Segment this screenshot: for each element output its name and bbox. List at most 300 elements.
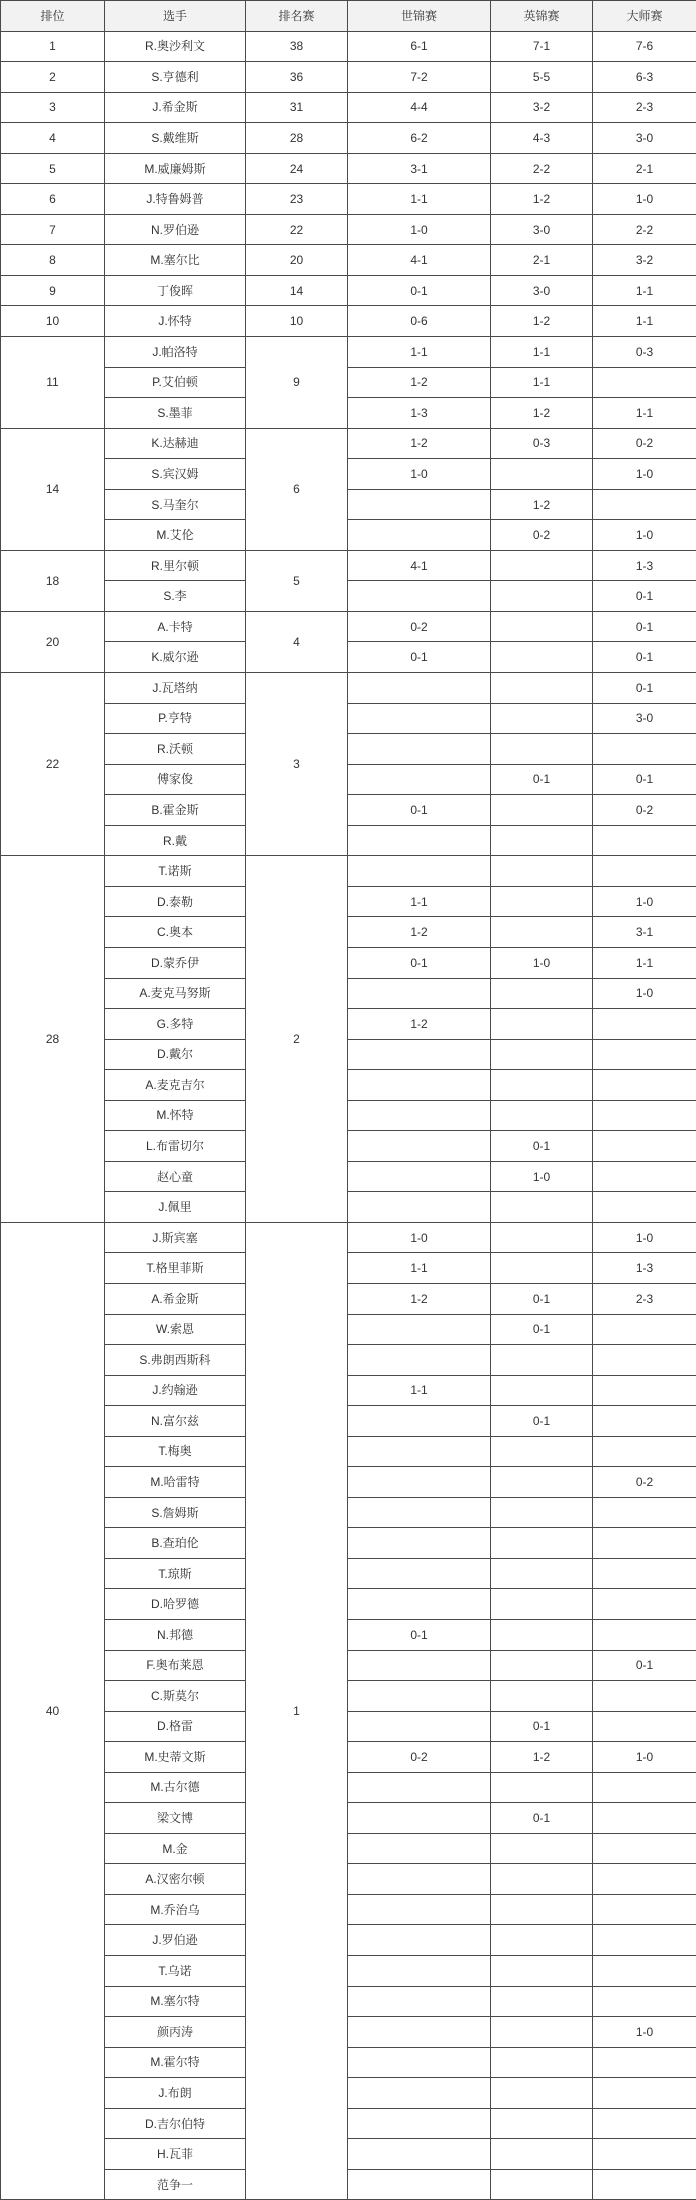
table-row bbox=[1, 1711, 696, 1742]
player-name-cell: D.戴尔 bbox=[105, 1039, 246, 1070]
table-row bbox=[1, 1619, 696, 1650]
uk-championship-cell bbox=[491, 917, 593, 948]
player-name-cell: G.多特 bbox=[105, 1009, 246, 1040]
uk-championship-cell: 1-1 bbox=[491, 337, 593, 368]
world-championship-cell bbox=[348, 1039, 491, 1070]
uk-championship-cell bbox=[491, 611, 593, 642]
player-name-cell: J.约翰逊 bbox=[105, 1375, 246, 1406]
masters-cell: 3-1 bbox=[593, 917, 696, 948]
table-row bbox=[1, 1192, 696, 1223]
world-championship-cell bbox=[348, 1681, 491, 1712]
player-name-cell: M.乔治乌 bbox=[105, 1894, 246, 1925]
player-name-cell: N.邦德 bbox=[105, 1619, 246, 1650]
world-championship-cell: 4-4 bbox=[348, 92, 491, 123]
masters-cell bbox=[593, 2078, 696, 2109]
player-name-cell: P.艾伯顿 bbox=[105, 367, 246, 398]
player-name-cell: S.李 bbox=[105, 581, 246, 612]
table-row bbox=[1, 31, 696, 62]
col-header-rank: 排位 bbox=[1, 1, 105, 32]
uk-championship-cell bbox=[491, 2078, 593, 2109]
world-championship-cell bbox=[348, 1711, 491, 1742]
ranking-events-cell: 28 bbox=[246, 123, 348, 154]
table-row bbox=[1, 642, 696, 673]
player-name-cell: T.乌诺 bbox=[105, 1956, 246, 1987]
uk-championship-cell: 1-2 bbox=[491, 398, 593, 429]
table-row bbox=[1, 1070, 696, 1101]
table-row bbox=[1, 2047, 696, 2078]
player-name-cell: A.卡特 bbox=[105, 611, 246, 642]
world-championship-cell: 1-0 bbox=[348, 459, 491, 490]
masters-cell: 2-3 bbox=[593, 1283, 696, 1314]
world-championship-cell bbox=[348, 1161, 491, 1192]
table-row bbox=[1, 1894, 696, 1925]
player-name-cell: B.霍金斯 bbox=[105, 795, 246, 826]
world-championship-cell bbox=[348, 1100, 491, 1131]
world-championship-cell bbox=[348, 1070, 491, 1101]
ranking-events-cell: 24 bbox=[246, 153, 348, 184]
world-championship-cell: 0-1 bbox=[348, 642, 491, 673]
masters-cell bbox=[593, 2169, 696, 2200]
masters-cell: 6-3 bbox=[593, 62, 696, 93]
table-row bbox=[1, 2139, 696, 2170]
table-row bbox=[1, 917, 696, 948]
rank-cell: 2 bbox=[1, 62, 105, 93]
ranking-events-cell: 3 bbox=[246, 673, 348, 856]
table-row bbox=[1, 1222, 696, 1253]
rank-cell: 14 bbox=[1, 428, 105, 550]
world-championship-cell bbox=[348, 2108, 491, 2139]
masters-cell: 1-3 bbox=[593, 550, 696, 581]
table-row bbox=[1, 1589, 696, 1620]
world-championship-cell: 0-2 bbox=[348, 611, 491, 642]
player-name-cell: M.古尔德 bbox=[105, 1772, 246, 1803]
player-name-cell: S.宾汉姆 bbox=[105, 459, 246, 490]
player-name-cell: J.特鲁姆普 bbox=[105, 184, 246, 215]
world-championship-cell: 6-2 bbox=[348, 123, 491, 154]
rank-cell: 11 bbox=[1, 337, 105, 429]
masters-cell: 2-1 bbox=[593, 153, 696, 184]
table-row bbox=[1, 1925, 696, 1956]
masters-cell bbox=[593, 825, 696, 856]
world-championship-cell bbox=[348, 2139, 491, 2170]
masters-cell bbox=[593, 1833, 696, 1864]
table-row bbox=[1, 2078, 696, 2109]
rank-cell: 40 bbox=[1, 1222, 105, 2200]
uk-championship-cell bbox=[491, 734, 593, 765]
player-name-cell: J.希金斯 bbox=[105, 92, 246, 123]
table-row bbox=[1, 489, 696, 520]
player-name-cell: J.罗伯逊 bbox=[105, 1925, 246, 1956]
world-championship-cell bbox=[348, 1925, 491, 1956]
table-row bbox=[1, 1253, 696, 1284]
table-row bbox=[1, 520, 696, 551]
masters-cell: 0-3 bbox=[593, 337, 696, 368]
uk-championship-cell: 3-0 bbox=[491, 275, 593, 306]
player-name-cell: 赵心童 bbox=[105, 1161, 246, 1192]
player-name-cell: S.詹姆斯 bbox=[105, 1497, 246, 1528]
world-championship-cell bbox=[348, 1497, 491, 1528]
world-championship-cell: 0-6 bbox=[348, 306, 491, 337]
uk-championship-cell bbox=[491, 795, 593, 826]
col-header-player: 选手 bbox=[105, 1, 246, 32]
masters-cell bbox=[593, 1070, 696, 1101]
world-championship-cell bbox=[348, 2017, 491, 2048]
player-name-cell: T.格里菲斯 bbox=[105, 1253, 246, 1284]
col-header-masters: 大师赛 bbox=[593, 1, 696, 32]
world-championship-cell bbox=[348, 1345, 491, 1376]
col-header-world-championship: 世锦赛 bbox=[348, 1, 491, 32]
ranking-events-cell: 22 bbox=[246, 214, 348, 245]
uk-championship-cell bbox=[491, 1528, 593, 1559]
uk-championship-cell bbox=[491, 673, 593, 704]
masters-cell bbox=[593, 1986, 696, 2017]
masters-cell bbox=[593, 1681, 696, 1712]
player-name-cell: M.塞尔特 bbox=[105, 1986, 246, 2017]
uk-championship-cell bbox=[491, 581, 593, 612]
player-name-cell: K.威尔逊 bbox=[105, 642, 246, 673]
player-name-cell: J.帕洛特 bbox=[105, 337, 246, 368]
player-name-cell: R.里尔顿 bbox=[105, 550, 246, 581]
uk-championship-cell: 3-0 bbox=[491, 214, 593, 245]
uk-championship-cell: 0-1 bbox=[491, 1131, 593, 1162]
uk-championship-cell: 0-1 bbox=[491, 1283, 593, 1314]
masters-cell: 2-3 bbox=[593, 92, 696, 123]
masters-cell bbox=[593, 1497, 696, 1528]
table-row bbox=[1, 1283, 696, 1314]
player-name-cell: T.琼斯 bbox=[105, 1558, 246, 1589]
masters-cell: 1-0 bbox=[593, 184, 696, 215]
uk-championship-cell bbox=[491, 642, 593, 673]
player-name-cell: K.达赫迪 bbox=[105, 428, 246, 459]
world-championship-cell: 1-0 bbox=[348, 1222, 491, 1253]
world-championship-cell bbox=[348, 581, 491, 612]
player-name-cell: S.戴维斯 bbox=[105, 123, 246, 154]
player-name-cell: M.哈雷特 bbox=[105, 1467, 246, 1498]
uk-championship-cell bbox=[491, 1070, 593, 1101]
ranking-events-cell: 6 bbox=[246, 428, 348, 550]
table-row bbox=[1, 459, 696, 490]
player-name-cell: T.梅奥 bbox=[105, 1436, 246, 1467]
table-row bbox=[1, 1100, 696, 1131]
masters-cell: 0-1 bbox=[593, 764, 696, 795]
uk-championship-cell: 0-1 bbox=[491, 1314, 593, 1345]
table-row bbox=[1, 581, 696, 612]
masters-cell: 3-0 bbox=[593, 123, 696, 154]
uk-championship-cell bbox=[491, 1253, 593, 1284]
table-row bbox=[1, 184, 696, 215]
player-name-cell: M.霍尔特 bbox=[105, 2047, 246, 2078]
world-championship-cell: 7-2 bbox=[348, 62, 491, 93]
player-name-cell: N.罗伯逊 bbox=[105, 214, 246, 245]
masters-cell bbox=[593, 1619, 696, 1650]
world-championship-cell: 0-1 bbox=[348, 947, 491, 978]
masters-cell bbox=[593, 1406, 696, 1437]
uk-championship-cell bbox=[491, 2108, 593, 2139]
ranking-events-cell: 14 bbox=[246, 275, 348, 306]
masters-cell: 0-1 bbox=[593, 611, 696, 642]
table-row bbox=[1, 1956, 696, 1987]
player-name-cell: A.麦克马努斯 bbox=[105, 978, 246, 1009]
world-championship-cell bbox=[348, 1833, 491, 1864]
col-header-uk-championship: 英锦赛 bbox=[491, 1, 593, 32]
masters-cell bbox=[593, 2139, 696, 2170]
uk-championship-cell bbox=[491, 825, 593, 856]
table-row bbox=[1, 1375, 696, 1406]
world-championship-cell bbox=[348, 1467, 491, 1498]
masters-cell: 0-1 bbox=[593, 581, 696, 612]
world-championship-cell: 1-2 bbox=[348, 428, 491, 459]
masters-cell bbox=[593, 1131, 696, 1162]
uk-championship-cell: 7-1 bbox=[491, 31, 593, 62]
world-championship-cell bbox=[348, 2169, 491, 2200]
ranking-events-cell: 4 bbox=[246, 611, 348, 672]
world-championship-cell: 1-2 bbox=[348, 917, 491, 948]
player-name-cell: M.塞尔比 bbox=[105, 245, 246, 276]
table-row bbox=[1, 978, 696, 1009]
world-championship-cell: 4-1 bbox=[348, 550, 491, 581]
player-name-cell: R.沃顿 bbox=[105, 734, 246, 765]
ranking-events-cell: 5 bbox=[246, 550, 348, 611]
player-name-cell: 颜丙涛 bbox=[105, 2017, 246, 2048]
ranking-events-cell: 36 bbox=[246, 62, 348, 93]
masters-cell: 0-1 bbox=[593, 642, 696, 673]
uk-championship-cell bbox=[491, 856, 593, 887]
player-name-cell: S.墨菲 bbox=[105, 398, 246, 429]
rank-cell: 7 bbox=[1, 214, 105, 245]
masters-cell: 1-1 bbox=[593, 398, 696, 429]
masters-cell: 1-1 bbox=[593, 306, 696, 337]
masters-cell: 0-1 bbox=[593, 673, 696, 704]
table-row bbox=[1, 2108, 696, 2139]
world-championship-cell: 0-1 bbox=[348, 275, 491, 306]
world-championship-cell bbox=[348, 1558, 491, 1589]
rank-cell: 3 bbox=[1, 92, 105, 123]
table-row bbox=[1, 1681, 696, 1712]
player-name-cell: R.戴 bbox=[105, 825, 246, 856]
uk-championship-cell bbox=[491, 2139, 593, 2170]
world-championship-cell: 6-1 bbox=[348, 31, 491, 62]
rank-cell: 8 bbox=[1, 245, 105, 276]
uk-championship-cell: 1-1 bbox=[491, 367, 593, 398]
uk-championship-cell: 1-2 bbox=[491, 489, 593, 520]
rank-cell: 20 bbox=[1, 611, 105, 672]
rank-cell: 10 bbox=[1, 306, 105, 337]
world-championship-cell bbox=[348, 1436, 491, 1467]
rank-cell: 22 bbox=[1, 673, 105, 856]
table-row bbox=[1, 214, 696, 245]
masters-cell bbox=[593, 1528, 696, 1559]
uk-championship-cell bbox=[491, 1436, 593, 1467]
rank-cell: 1 bbox=[1, 31, 105, 62]
player-name-cell: S.弗朗西斯科 bbox=[105, 1345, 246, 1376]
rank-cell: 28 bbox=[1, 856, 105, 1223]
table-row bbox=[1, 153, 696, 184]
rank-cell: 18 bbox=[1, 550, 105, 611]
ranking-events-cell: 10 bbox=[246, 306, 348, 337]
uk-championship-cell bbox=[491, 1681, 593, 1712]
world-championship-cell: 1-3 bbox=[348, 398, 491, 429]
uk-championship-cell bbox=[491, 1864, 593, 1895]
player-name-cell: A.希金斯 bbox=[105, 1283, 246, 1314]
player-name-cell: M.威廉姆斯 bbox=[105, 153, 246, 184]
masters-cell bbox=[593, 1039, 696, 1070]
world-championship-cell bbox=[348, 673, 491, 704]
player-name-cell: W.索恩 bbox=[105, 1314, 246, 1345]
world-championship-cell: 1-1 bbox=[348, 1253, 491, 1284]
player-name-cell: 丁俊晖 bbox=[105, 275, 246, 306]
player-name-cell: S.亨德利 bbox=[105, 62, 246, 93]
uk-championship-cell bbox=[491, 1650, 593, 1681]
masters-cell bbox=[593, 1956, 696, 1987]
masters-cell: 1-0 bbox=[593, 459, 696, 490]
world-championship-cell: 1-2 bbox=[348, 1009, 491, 1040]
table-row bbox=[1, 1803, 696, 1834]
world-championship-cell bbox=[348, 2078, 491, 2109]
uk-championship-cell: 0-1 bbox=[491, 1406, 593, 1437]
table-row bbox=[1, 2169, 696, 2200]
player-name-cell: M.怀特 bbox=[105, 1100, 246, 1131]
masters-cell: 1-0 bbox=[593, 2017, 696, 2048]
uk-championship-cell: 2-1 bbox=[491, 245, 593, 276]
player-name-cell: T.诺斯 bbox=[105, 856, 246, 887]
player-name-cell: D.哈罗德 bbox=[105, 1589, 246, 1620]
uk-championship-cell bbox=[491, 1956, 593, 1987]
world-championship-cell bbox=[348, 1772, 491, 1803]
player-name-cell: J.布朗 bbox=[105, 2078, 246, 2109]
player-name-cell: C.奥本 bbox=[105, 917, 246, 948]
uk-championship-cell bbox=[491, 1894, 593, 1925]
uk-championship-cell bbox=[491, 978, 593, 1009]
player-name-cell: F.奥布莱恩 bbox=[105, 1650, 246, 1681]
player-name-cell: A.汉密尔顿 bbox=[105, 1864, 246, 1895]
rank-cell: 9 bbox=[1, 275, 105, 306]
masters-cell bbox=[593, 1192, 696, 1223]
table-row bbox=[1, 764, 696, 795]
uk-championship-cell bbox=[491, 703, 593, 734]
player-name-cell: H.瓦菲 bbox=[105, 2139, 246, 2170]
table-row bbox=[1, 1161, 696, 1192]
table-row bbox=[1, 2017, 696, 2048]
masters-cell: 7-6 bbox=[593, 31, 696, 62]
ranking-events-cell: 9 bbox=[246, 337, 348, 429]
table-row bbox=[1, 1986, 696, 2017]
uk-championship-cell: 5-5 bbox=[491, 62, 593, 93]
masters-cell: 3-2 bbox=[593, 245, 696, 276]
world-championship-cell: 0-1 bbox=[348, 795, 491, 826]
masters-cell: 0-2 bbox=[593, 1467, 696, 1498]
player-name-cell: M.金 bbox=[105, 1833, 246, 1864]
masters-cell: 1-0 bbox=[593, 1222, 696, 1253]
world-championship-cell bbox=[348, 1864, 491, 1895]
player-name-cell: S.马奎尔 bbox=[105, 489, 246, 520]
uk-championship-cell: 1-2 bbox=[491, 306, 593, 337]
table-row bbox=[1, 703, 696, 734]
world-championship-cell bbox=[348, 1131, 491, 1162]
masters-cell: 3-0 bbox=[593, 703, 696, 734]
world-championship-cell bbox=[348, 764, 491, 795]
world-championship-cell: 1-2 bbox=[348, 1283, 491, 1314]
table-row bbox=[1, 1528, 696, 1559]
world-championship-cell bbox=[348, 1650, 491, 1681]
table-row bbox=[1, 1314, 696, 1345]
masters-cell bbox=[593, 1772, 696, 1803]
table-row bbox=[1, 856, 696, 887]
world-championship-cell bbox=[348, 1986, 491, 2017]
world-championship-cell: 1-1 bbox=[348, 886, 491, 917]
masters-cell bbox=[593, 2047, 696, 2078]
world-championship-cell bbox=[348, 1192, 491, 1223]
masters-cell bbox=[593, 1345, 696, 1376]
table-row bbox=[1, 92, 696, 123]
uk-championship-cell bbox=[491, 1772, 593, 1803]
ranking-events-cell: 38 bbox=[246, 31, 348, 62]
player-name-cell: M.史蒂文斯 bbox=[105, 1742, 246, 1773]
world-championship-cell bbox=[348, 1894, 491, 1925]
table-row bbox=[1, 1406, 696, 1437]
masters-cell bbox=[593, 1894, 696, 1925]
uk-championship-cell bbox=[491, 1833, 593, 1864]
table-row bbox=[1, 947, 696, 978]
table-row bbox=[1, 1345, 696, 1376]
world-championship-cell: 0-2 bbox=[348, 1742, 491, 1773]
table-row bbox=[1, 1833, 696, 1864]
player-name-cell: J.佩里 bbox=[105, 1192, 246, 1223]
world-championship-cell: 1-1 bbox=[348, 337, 491, 368]
player-name-cell: R.奥沙利文 bbox=[105, 31, 246, 62]
world-championship-cell: 4-1 bbox=[348, 245, 491, 276]
player-name-cell: D.吉尔伯特 bbox=[105, 2108, 246, 2139]
table-row bbox=[1, 611, 696, 642]
uk-championship-cell bbox=[491, 886, 593, 917]
table-row bbox=[1, 1742, 696, 1773]
player-name-cell: A.麦克吉尔 bbox=[105, 1070, 246, 1101]
world-championship-cell: 1-0 bbox=[348, 214, 491, 245]
ranking-events-cell: 31 bbox=[246, 92, 348, 123]
table-row bbox=[1, 275, 696, 306]
uk-championship-cell: 3-2 bbox=[491, 92, 593, 123]
world-championship-cell: 1-1 bbox=[348, 1375, 491, 1406]
masters-cell bbox=[593, 1161, 696, 1192]
ranking-events-cell: 2 bbox=[246, 856, 348, 1223]
player-name-cell: J.斯宾塞 bbox=[105, 1222, 246, 1253]
masters-cell bbox=[593, 1864, 696, 1895]
masters-cell bbox=[593, 1589, 696, 1620]
uk-championship-cell bbox=[491, 1986, 593, 2017]
table-row bbox=[1, 825, 696, 856]
uk-championship-cell bbox=[491, 1222, 593, 1253]
rank-cell: 6 bbox=[1, 184, 105, 215]
world-championship-cell bbox=[348, 1406, 491, 1437]
table-row bbox=[1, 734, 696, 765]
uk-championship-cell bbox=[491, 550, 593, 581]
uk-championship-cell bbox=[491, 1375, 593, 1406]
masters-cell bbox=[593, 1314, 696, 1345]
world-championship-cell bbox=[348, 1314, 491, 1345]
table-row bbox=[1, 673, 696, 704]
world-championship-cell bbox=[348, 1589, 491, 1620]
world-championship-cell bbox=[348, 856, 491, 887]
masters-cell: 0-2 bbox=[593, 795, 696, 826]
table-row bbox=[1, 1650, 696, 1681]
table-row bbox=[1, 1558, 696, 1589]
masters-cell: 1-0 bbox=[593, 1742, 696, 1773]
masters-cell bbox=[593, 1375, 696, 1406]
table-row bbox=[1, 1864, 696, 1895]
ranking-events-cell: 23 bbox=[246, 184, 348, 215]
table-row bbox=[1, 1009, 696, 1040]
uk-championship-cell bbox=[491, 459, 593, 490]
player-name-cell: 梁文博 bbox=[105, 1803, 246, 1834]
